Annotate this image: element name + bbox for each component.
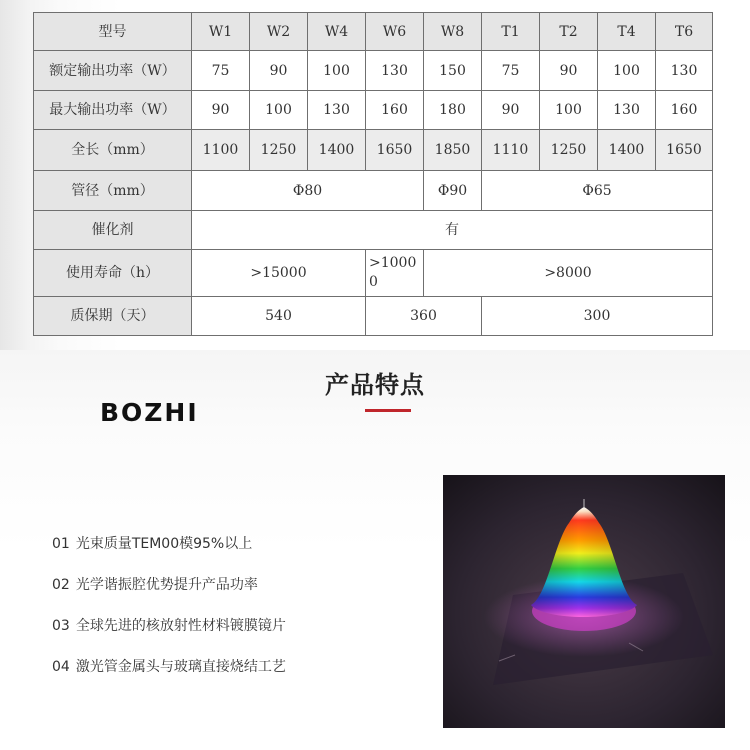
table-row-diameter [34, 171, 713, 211]
table-cell: 1650 [366, 130, 424, 171]
table-cell: 300 [482, 297, 713, 336]
feature-text: 全球先进的核放射性材料镀膜镜片 [75, 618, 286, 634]
table-cell: 75 [192, 51, 250, 91]
table-cell: 160 [366, 91, 424, 130]
row-label: 额定输出功率（W） [34, 51, 192, 91]
table-cell: >10000 [366, 250, 424, 297]
table-cell: 90 [540, 51, 598, 91]
table-cell: 90 [192, 91, 250, 130]
feature-item [52, 533, 286, 574]
header-cell: W1 [192, 13, 250, 51]
row-label: 最大输出功率（W） [34, 91, 192, 130]
feature-text: 光学谐振腔优势提升产品功率 [75, 577, 258, 593]
header-cell: T2 [540, 13, 598, 51]
table-cell: 1400 [598, 130, 656, 171]
table-cell: 有 [192, 211, 713, 250]
table-cell: 75 [482, 51, 540, 91]
table-cell: 1850 [424, 130, 482, 171]
feature-text: 光束质量TEM00模95%以上 [75, 536, 253, 552]
table-row-rated-power [34, 51, 713, 91]
header-cell: W6 [366, 13, 424, 51]
feature-item [52, 574, 286, 615]
table-row-length [34, 130, 713, 171]
row-label: 使用寿命（h） [34, 250, 192, 297]
table-cell: 1110 [482, 130, 540, 171]
table-cell: 130 [308, 91, 366, 130]
title-underline [365, 409, 411, 412]
table-cell: >15000 [192, 250, 366, 297]
table-cell: 360 [366, 297, 482, 336]
feature-number: 04 [52, 659, 70, 675]
table-cell: Φ90 [424, 171, 482, 211]
table-cell: Φ80 [192, 171, 424, 211]
table-cell: 150 [424, 51, 482, 91]
table-cell: 180 [424, 91, 482, 130]
table-cell: 540 [192, 297, 366, 336]
table-cell: 1250 [250, 130, 308, 171]
table-row-warranty [34, 297, 713, 336]
table-cell: 1250 [540, 130, 598, 171]
feature-item [52, 656, 286, 697]
feature-text: 激光管金属头与玻璃直接烧结工艺 [75, 659, 286, 675]
table-row-max-power [34, 91, 713, 130]
spec-table-section [0, 0, 750, 350]
feature-number: 01 [52, 536, 70, 552]
table-cell: >8000 [424, 250, 713, 297]
header-cell: 型号 [34, 13, 192, 51]
section-title: 产品特点 [325, 371, 425, 399]
row-label: 管径（mm） [34, 171, 192, 211]
table-cell: 1100 [192, 130, 250, 171]
header-cell: W8 [424, 13, 482, 51]
table-cell: 160 [656, 91, 713, 130]
table-cell: 100 [598, 51, 656, 91]
feature-number: 03 [52, 618, 70, 634]
header-cell: T4 [598, 13, 656, 51]
table-cell: 130 [598, 91, 656, 130]
table-cell: 130 [656, 51, 713, 91]
table-cell: 90 [250, 51, 308, 91]
table-cell: 130 [366, 51, 424, 91]
spec-table [33, 12, 713, 336]
header-cell: W2 [250, 13, 308, 51]
header-cell: T1 [482, 13, 540, 51]
table-cell: 100 [540, 91, 598, 130]
gaussian-beam-profile-image [443, 475, 725, 728]
table-row-lifetime [34, 250, 713, 297]
table-row-catalyst [34, 211, 713, 250]
table-cell: Φ65 [482, 171, 713, 211]
feature-item [52, 615, 286, 656]
row-label: 催化剂 [34, 211, 192, 250]
table-header-row [34, 13, 713, 51]
table-cell: 90 [482, 91, 540, 130]
row-label: 质保期（天） [34, 297, 192, 336]
row-label: 全长（mm） [34, 130, 192, 171]
table-cell: 100 [250, 91, 308, 130]
table-cell: 100 [308, 51, 366, 91]
table-cell: 1650 [656, 130, 713, 171]
table-cell: 1400 [308, 130, 366, 171]
feature-number: 02 [52, 577, 70, 593]
feature-list [52, 533, 286, 697]
brand-logo: BOZHI [100, 398, 199, 427]
header-cell: T6 [656, 13, 713, 51]
header-cell: W4 [308, 13, 366, 51]
